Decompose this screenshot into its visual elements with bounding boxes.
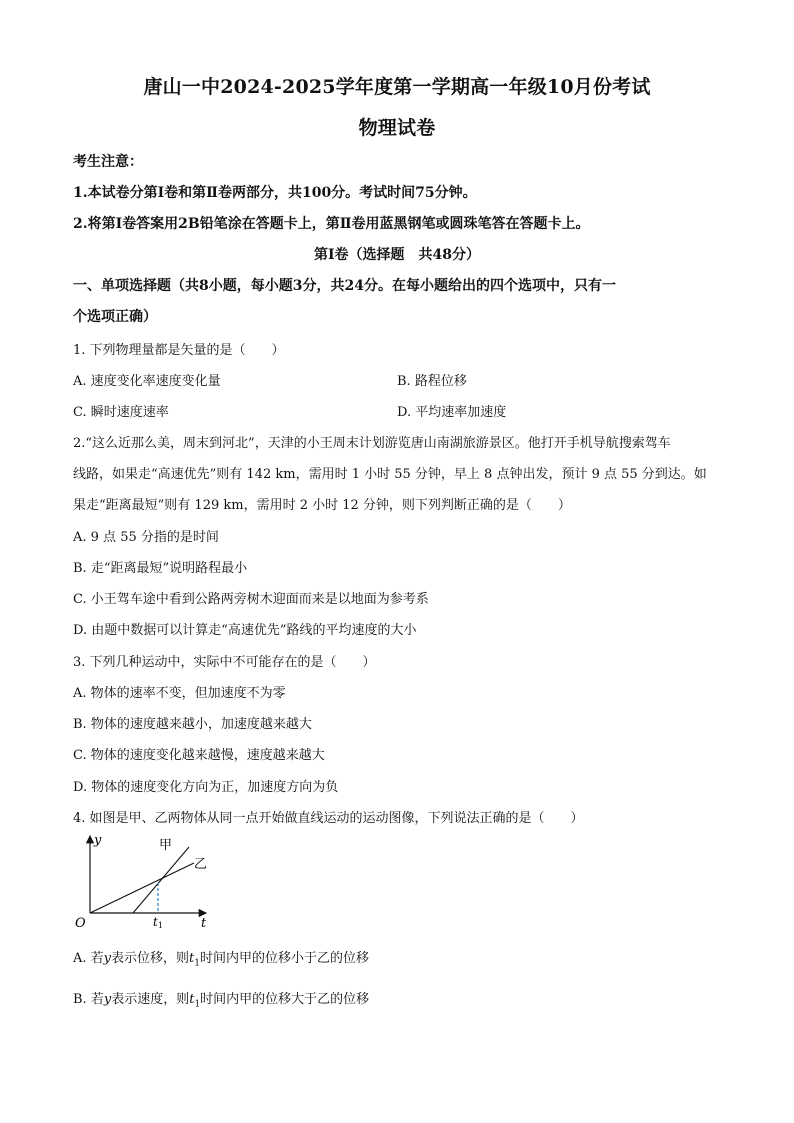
q2-line1: 2.“这么近那么美，周末到河北”，天津的小王周末计划游览唐山南湖旅游景区。他打开手机导航搜索驾车 — [73, 436, 671, 451]
q4-stem: 4. 如图是甲、乙两物体从同一点开始做直线运动的运动图像，下列说法正确的是（ ） — [73, 811, 584, 826]
label-jia: 甲 — [159, 838, 173, 853]
part1-title: 第Ⅰ卷（选择题 共48分） — [313, 247, 481, 263]
y-axis-label: y — [94, 833, 102, 848]
origin-label: O — [75, 916, 86, 930]
q2-option-b: B. 走“距离最短”说明路程最小 — [73, 561, 248, 576]
q3-option-a: A. 物体的速率不变，但加速度不为零 — [73, 686, 286, 701]
q3-stem: 3. 下列几种运动中，实际中不可能存在的是（ ） — [73, 655, 376, 670]
line-jia — [133, 847, 189, 913]
q2-option-d: D. 由题中数据可以计算走“高速优先”路线的平均速度的大小 — [73, 623, 417, 638]
notice-label: 考生注意： — [73, 154, 143, 170]
exam-title: 唐山一中2024-2025学年度第一学期高一年级10月份考试 — [143, 76, 651, 98]
x-axis-label: t — [201, 916, 207, 930]
q4-option-a: A. 若y表示位移，则$t_1$时间内甲的位移小于乙的位移 — [73, 951, 370, 969]
q4-option-b: B. 若y表示速度，则$t_1$时间内甲的位移大于乙的位移 — [73, 992, 370, 1010]
notice-item-2: 2.将第Ⅰ卷答案用2B铅笔涂在答题卡上，第Ⅱ卷用蓝黑钢笔或圆珠笔答在答题卡上。 — [73, 216, 590, 232]
exam-subtitle: 物理试卷 — [358, 117, 436, 139]
q2-line2: 线路，如果走“高速优先”则有 142 km，需用时 1 小时 55 分钟，早上 8 点钟出发，预计 9 点 55 分到达。如 — [73, 467, 707, 482]
q1-option-a: A. 速度变化率速度变化量 — [73, 374, 221, 389]
q3-option-c: C. 物体的速度变化越来越慢，速度越来越大 — [73, 748, 325, 763]
q3-option-d: D. 物体的速度变化方向为正，加速度方向为负 — [73, 780, 339, 795]
q1-option-c: C. 瞬时速度速率 — [73, 405, 169, 420]
q1-option-b: B. 路程位移 — [397, 374, 467, 389]
section1-line2: 个选项正确） — [73, 309, 157, 325]
q4-motion-graph — [72, 830, 222, 930]
q1-stem: 1. 下列物理量都是矢量的是（ ） — [73, 343, 285, 358]
line-yi — [90, 863, 194, 913]
q1-option-d: D. 平均速率加速度 — [397, 405, 507, 420]
q3-option-b: B. 物体的速度越来越小，加速度越来越大 — [73, 717, 312, 732]
q2-line3: 果走“距离最短”则有 129 km，需用时 2 小时 12 分钟，则下列判断正确的是（ ） — [73, 498, 571, 513]
q2-option-c: C. 小王驾车途中看到公路两旁树木迎面而来是以地面为参考系 — [73, 592, 429, 607]
t1-tick-label: t1 — [153, 915, 163, 930]
section1-line1: 一、单项选择题（共8小题，每小题3分，共24分。在每小题给出的四个选项中，只有一 — [73, 278, 616, 294]
label-yi: 乙 — [194, 857, 208, 872]
q2-option-a: A. 9 点 55 分指的是时间 — [73, 530, 219, 545]
notice-item-1: 1.本试卷分第Ⅰ卷和第Ⅱ卷两部分，共100分。考试时间75分钟。 — [73, 185, 477, 201]
